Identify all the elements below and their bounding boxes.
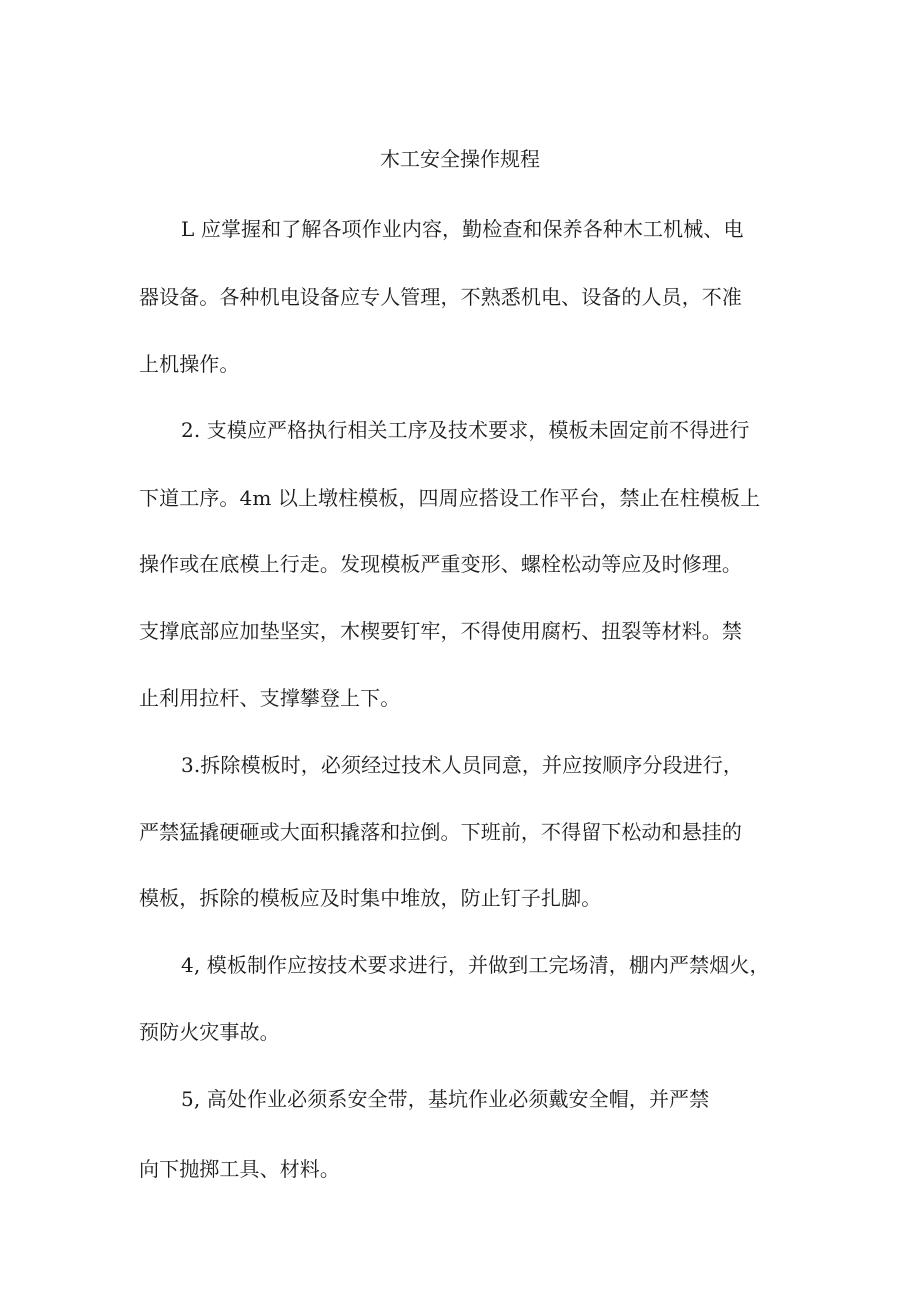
text-line: 严禁猛撬硬砸或大面积撬落和拉倒。下班前，不得留下松动和悬挂的 — [139, 820, 742, 844]
text-line: 2. 支模应严格执行相关工序及技术要求，模板未固定前不得进行 — [181, 418, 750, 442]
text-line: 5, 高处作业必须系安全带，基坑作业必须戴安全帽，并严禁 — [181, 1087, 710, 1111]
text-line: 向下抛掷工具、材料。 — [139, 1157, 340, 1181]
text-line: 器设备。各种机电设备应专人管理，不熟悉机电、设备的人员，不准 — [139, 285, 742, 309]
text-line: 支撑底部应加垫坚实，木楔要钉牢，不得使用腐朽、扭裂等材料。禁 — [139, 619, 742, 643]
text-line: 止利用拉杆、支撑攀登上下。 — [139, 686, 401, 710]
text-line: 模板，拆除的模板应及时集中堆放，防止钉子扎脚。 — [139, 886, 602, 910]
text-line: 4, 模板制作应按技术要求进行，并做到工完场清，棚内严禁烟火， — [181, 953, 770, 977]
text-line: 上机操作。 — [139, 352, 240, 376]
document-title: 木工安全操作规程 — [380, 147, 540, 171]
text-line: L 应掌握和了解各项作业内容，勤检查和保养各种木工机械、电 — [181, 217, 744, 241]
text-line: 3.拆除模板时，必须经过技术人员同意，并应按顺序分段进行， — [181, 753, 743, 777]
text-line: 预防火灾事故。 — [139, 1020, 280, 1044]
text-line: 下道工序。4m 以上墩柱模板，四周应搭设工作平台，禁止在柱模板上 — [139, 486, 761, 510]
text-line: 操作或在底模上行走。发现模板严重变形、螺栓松动等应及时修理。 — [139, 552, 742, 576]
